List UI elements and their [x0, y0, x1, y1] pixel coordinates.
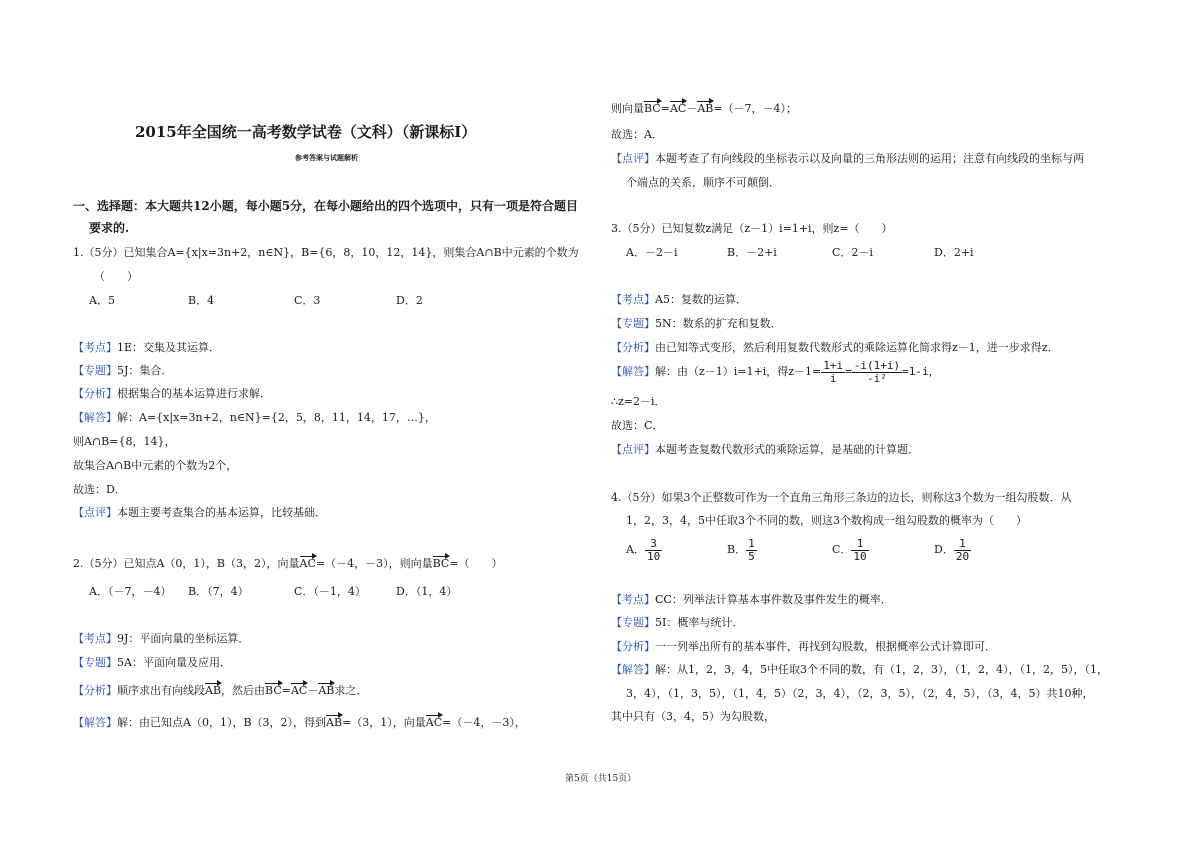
- fraction-denominator: 10: [646, 549, 661, 563]
- jieda-label: 【解答】: [611, 365, 655, 378]
- q3-kaodian: [611, 293, 747, 307]
- q4-fenxi-text: 一一列举出所有的基本事件，再找到勾股数，根据概率公式计算即可．: [655, 640, 996, 653]
- q2-jieda-b: =（3，1），向量: [342, 716, 426, 729]
- q4-zhuanti-text: 5I：概率与统计．: [655, 616, 744, 629]
- vector-ac: AC: [669, 102, 687, 115]
- q1-option-a: A．5: [89, 294, 115, 307]
- q2-fenxi-a: 顺序求出有向线段: [117, 684, 205, 697]
- q4-option-d: [934, 536, 971, 564]
- q1-kaodian-text: 1E：交集及其运算．: [117, 341, 221, 354]
- q1-solution-line-2: 则A∩B={8，14}，: [73, 435, 176, 448]
- q1-solution-line-4: 故选：D．: [73, 483, 126, 496]
- page-title: 2015年全国统一高考数学试卷（文科）（新课标Ⅰ）: [135, 123, 477, 141]
- q1-fenxi-text: 根据集合的基本运算进行求解．: [117, 387, 271, 400]
- q3-fenxi-text: 由已知等式变形，然后利用复数代数形式的乘除运算化简求得z－1，进一步求得z．: [655, 341, 1059, 354]
- dianping-label: 【点评】: [611, 152, 655, 165]
- q2-cont-b: =（－7，－4）；: [713, 102, 798, 115]
- dianping-label: 【点评】: [611, 443, 655, 456]
- q4-fenxi: [611, 640, 996, 654]
- q3-option-b: B．－2+i: [727, 246, 777, 259]
- q3-zhuanti: [611, 317, 782, 331]
- dianping-label: 【点评】: [73, 506, 117, 519]
- vector-bc: BC: [432, 557, 450, 570]
- q4-option-c: [832, 536, 869, 564]
- q4-zhuanti: [611, 616, 743, 630]
- vector-bc: BC: [265, 684, 282, 697]
- fenxi-label: 【分析】: [611, 341, 655, 354]
- zhuanti-label: 【专题】: [611, 317, 655, 330]
- q2-dianping: [611, 152, 1084, 166]
- fenxi-label: 【分析】: [73, 387, 117, 400]
- q2-dianping-text: 本题考查了有向线段的坐标表示以及向量的三角形法则的运用；注意有向线段的坐标与两: [655, 152, 1084, 165]
- q2-cont-eq: =: [660, 102, 670, 115]
- q4-jieda-cont-2: 其中只有（3，4，5）为勾股数，: [611, 710, 775, 723]
- zhuanti-label: 【专题】: [73, 656, 117, 669]
- section-heading-cont: 要求的.: [89, 221, 130, 235]
- q2-dianping-cont: 个端点的关系，顺序不可颠倒．: [626, 176, 780, 189]
- option-fraction: [954, 538, 971, 563]
- vector-ac: AC: [425, 716, 443, 729]
- q2-fenxi-c: 求之．: [334, 684, 368, 697]
- q2-choice: 故选：A．: [611, 128, 663, 141]
- q3-option-d: D．2+i: [934, 246, 974, 259]
- fraction-1-plus-i-over-i: [821, 360, 845, 385]
- fraction-numerator: 3: [645, 538, 662, 551]
- q3-stem: 3.（5分）已知复数z满足（z－1）i=1+i，则z=（ ）: [611, 222, 893, 235]
- vector-ab: AB: [205, 684, 222, 697]
- q4-kaodian: [611, 593, 892, 607]
- q2-zhuanti: [73, 656, 231, 670]
- fraction-conjugate: [852, 360, 902, 385]
- q3-jieda: [611, 358, 940, 386]
- q1-solution-line-3: 故集合A∩B中元素的个数为2个，: [73, 459, 238, 472]
- vector-ac: AC: [299, 557, 316, 570]
- fraction-numerator: 1: [851, 538, 868, 551]
- option-fraction: [645, 538, 662, 563]
- q1-kaodian: [73, 341, 220, 355]
- option-letter: D．: [934, 543, 954, 556]
- q3-result: =1-i: [902, 365, 929, 378]
- q2-jieda: [73, 716, 526, 730]
- q2-cont-minus: －: [686, 102, 698, 115]
- q2-stem-c: =（ ）: [449, 557, 503, 570]
- q1-jieda-text: 解：A={x|x=3n+2，n∈N}={2，5，8，11，14，17，…}，: [117, 411, 436, 424]
- q1-fenxi: [73, 387, 271, 401]
- vector-ab: AB: [318, 684, 335, 697]
- page-subtitle: 参考答案与试题解析: [295, 153, 358, 162]
- q2-stem-a: 2.（5分）已知点A（0，1），B（3，2），向量: [73, 557, 300, 570]
- q2-kaodian: [73, 632, 249, 646]
- fraction-numerator: 1: [748, 536, 755, 550]
- option-fraction: [851, 538, 868, 563]
- q2-stem: [73, 557, 503, 571]
- q4-option-a: [626, 536, 662, 564]
- q4-kaodian-text: CC：列举法计算基本事件数及事件发生的概率．: [655, 593, 892, 606]
- q2-jieda-a: 解：由已知点A（0，1），B（3，2），得到: [117, 716, 327, 729]
- q1-option-b: B．4: [188, 294, 215, 307]
- equals-sign: =: [845, 365, 852, 378]
- q1-jieda: [73, 411, 436, 425]
- q1-stem: 1.（5分）已知集合A={x|x=3n+2，n∈N}，B={6，8，10，12，14}，则集合A∩B中元素的个数为: [73, 246, 579, 259]
- q1-dianping: [73, 506, 326, 520]
- q3-comma: ，: [928, 365, 940, 378]
- fraction-denominator: 10: [853, 549, 867, 563]
- kaodian-label: 【考点】: [611, 293, 655, 306]
- q3-jieda-a: 解：由（z－1）i=1+i，得z－1=: [655, 365, 822, 378]
- q4-option-b: [727, 536, 757, 564]
- q1-option-d: D．2: [396, 294, 423, 307]
- option-letter: A．: [626, 543, 645, 556]
- q2-cont-a: 则向量: [611, 102, 644, 115]
- q3-dianping-text: 本题考查复数代数形式的乘除运算，是基础的计算题．: [655, 443, 919, 456]
- q4-jieda: [611, 663, 1108, 677]
- fraction-denominator: 5: [748, 549, 755, 563]
- q1-zhuanti: [73, 364, 172, 378]
- option-letter: B．: [727, 543, 747, 556]
- q3-option-c: C．2－i: [832, 246, 873, 259]
- jieda-label: 【解答】: [73, 716, 117, 729]
- q4-stem: 4.（5分）如果3个正整数可作为一个直角三角形三条边的边长，则称这3个数为一组勾股数．从: [611, 491, 1072, 504]
- q2-kaodian-text: 9J：平面向量的坐标运算．: [117, 632, 250, 645]
- kaodian-label: 【考点】: [73, 632, 117, 645]
- vector-ab: AB: [697, 102, 714, 115]
- jieda-label: 【解答】: [611, 663, 655, 676]
- jieda-label: 【解答】: [73, 411, 117, 424]
- q4-jieda-text: 解：从1，2，3，4，5中任取3个不同的数，有（1，2，3），（1，2，4），（1，2，5），（1，: [655, 663, 1108, 676]
- q1-zhuanti-text: 5J：集合．: [117, 364, 173, 377]
- q3-zhuanti-text: 5N：数系的扩充和复数．: [655, 317, 782, 330]
- q2-stem-b: =（－4，－3），则向量: [315, 557, 433, 570]
- q4-stem-cont: 1，2，3，4，5中任取3个不同的数，则这3个数构成一组勾股数的概率为（ ）: [626, 514, 1027, 527]
- option-fraction: [746, 538, 757, 563]
- q2-fenxi-b: ，然后由: [221, 684, 266, 697]
- q3-kaodian-text: A5：复数的运算．: [655, 293, 747, 306]
- fraction-numerator: 1: [954, 538, 971, 551]
- q3-dianping: [611, 443, 919, 457]
- fenxi-label: 【分析】: [611, 640, 655, 653]
- zhuanti-label: 【专题】: [611, 616, 655, 629]
- q2-solution-cont: [611, 102, 797, 116]
- q3-choice: 故选：C．: [611, 419, 664, 432]
- q2-option-b: B．（7，4）: [188, 585, 249, 598]
- kaodian-label: 【考点】: [73, 341, 117, 354]
- q2-jieda-c: =（－4，－3），: [442, 716, 526, 729]
- q1-stem-bracket: （ ）: [94, 270, 138, 283]
- q3-therefore: ∴z=2－i．: [611, 395, 666, 408]
- option-letter: C．: [832, 543, 852, 556]
- q1-dianping-text: 本题主要考查集合的基本运算，比较基础．: [117, 506, 326, 519]
- vector-ab: AB: [326, 716, 343, 729]
- q3-fenxi: [611, 341, 1059, 355]
- fraction-denominator: i: [829, 371, 837, 385]
- kaodian-label: 【考点】: [611, 593, 655, 606]
- q1-option-c: C．3: [294, 294, 321, 307]
- q2-fenxi: [73, 684, 367, 698]
- fraction-denominator: -i²: [867, 371, 887, 385]
- q2-option-d: D．（1，4）: [396, 585, 458, 598]
- fraction-denominator: 20: [955, 549, 970, 563]
- vector-ac: AC: [290, 684, 308, 697]
- vector-bc: BC: [644, 102, 661, 115]
- fraction-numerator: -i(1+i): [853, 358, 901, 372]
- q2-fenxi-eq-a: =: [281, 684, 291, 697]
- q3-option-a: A．－2－i: [626, 246, 678, 259]
- q2-option-a: A．（－7，－4）: [89, 585, 172, 598]
- q2-option-c: C．（－1，4）: [294, 585, 366, 598]
- q2-fenxi-eq-b: －: [307, 684, 319, 697]
- q2-zhuanti-text: 5A：平面向量及应用．: [117, 656, 231, 669]
- q4-jieda-cont: 3，4），（1，3，5），（1，4，5）（2，3，4），（2，3，5），（2，4，5），（3，4，5）共10种，: [626, 687, 1094, 700]
- zhuanti-label: 【专题】: [73, 364, 117, 377]
- fenxi-label: 【分析】: [73, 684, 117, 697]
- page-footer: 第5页（共15页）: [565, 774, 637, 784]
- section-heading: 一、选择题：本大题共12小题，每小题5分，在每小题给出的四个选项中，只有一项是符合题目: [73, 199, 579, 213]
- fraction-numerator: 1+i: [823, 358, 844, 372]
